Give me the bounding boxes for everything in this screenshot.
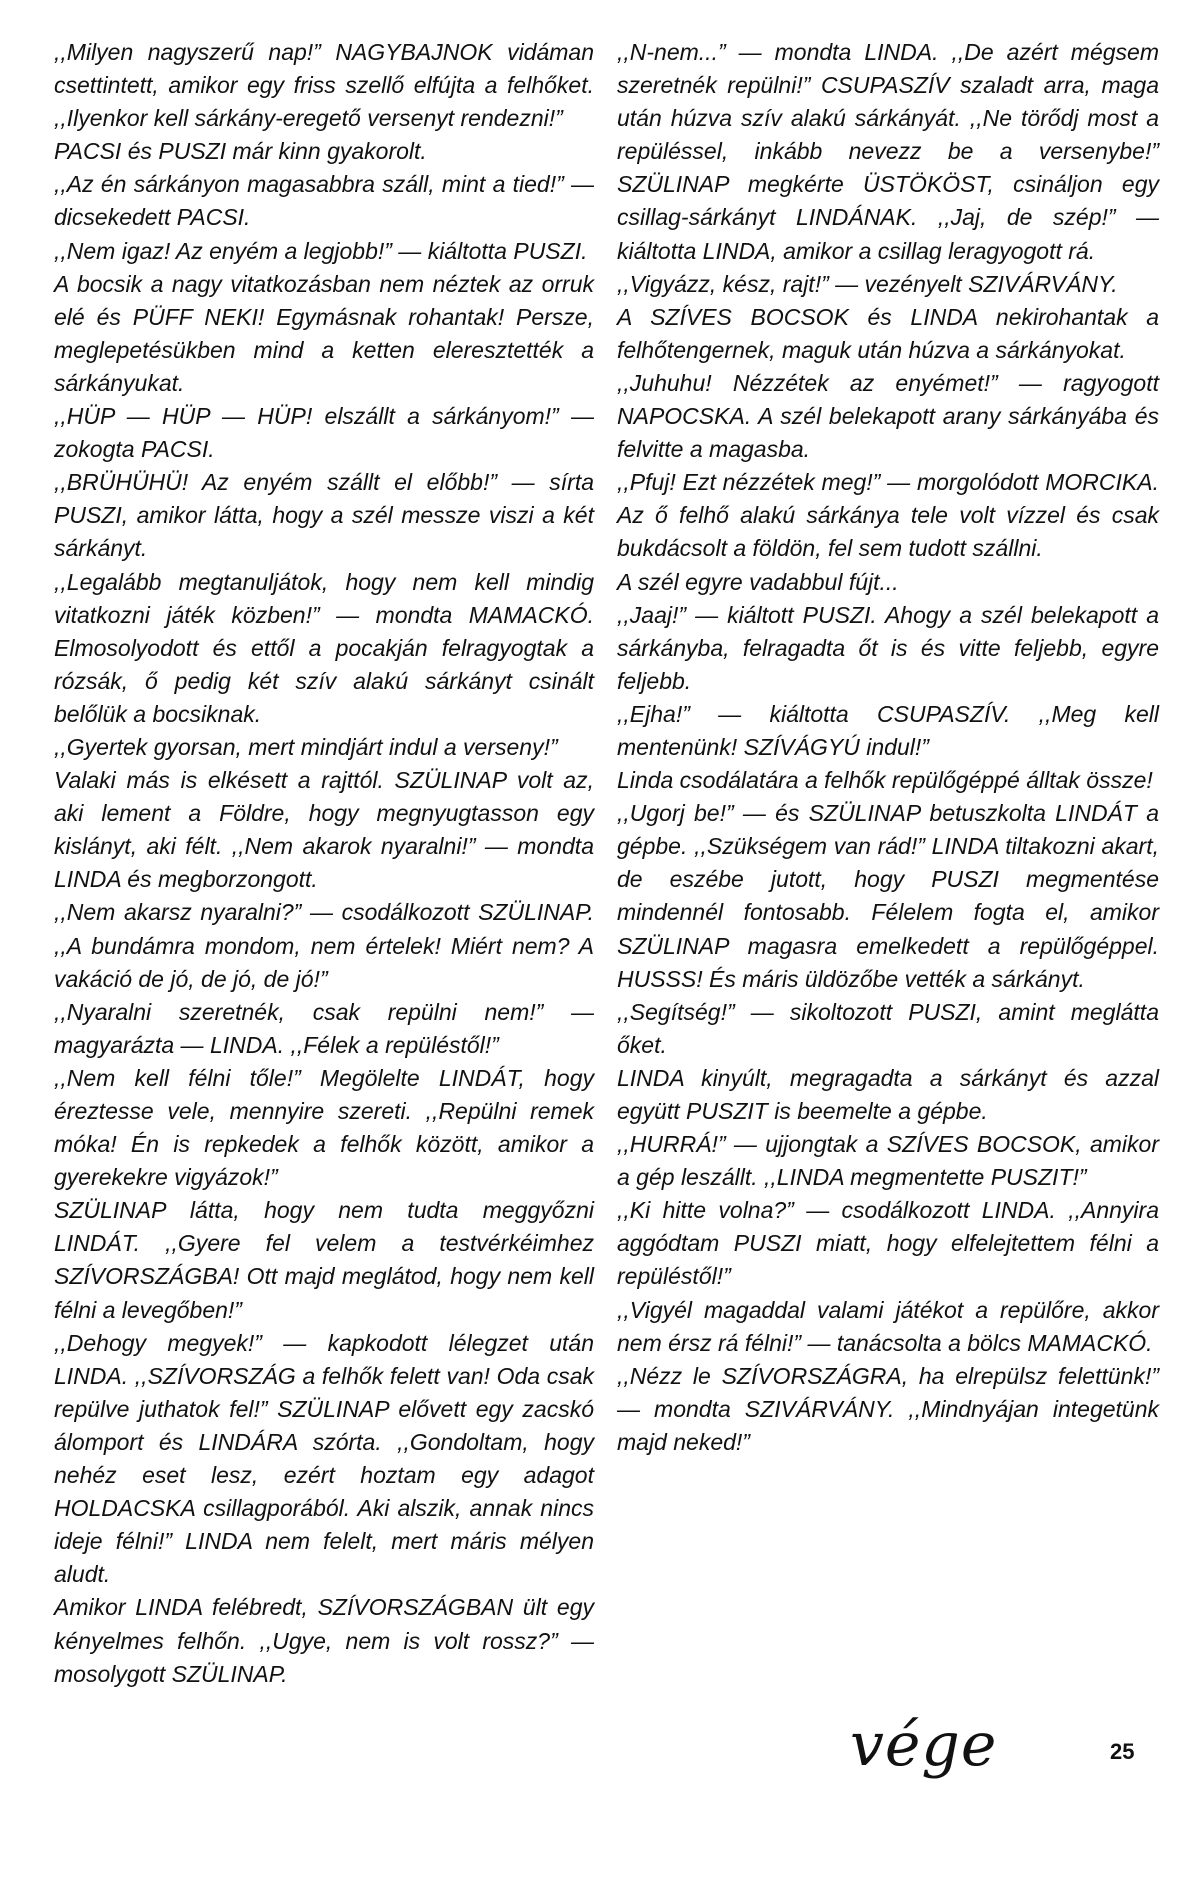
paragraph: ,,Vigyél magaddal valami játékot a repülőre, akkor nem érsz rá félni!” — tanácsolta a bölcs MAMACKÓ. (617, 1296, 1159, 1356)
paragraph: ,,Juhuhu! Nézzétek az enyémet!” — ragyogott NAPOCSKA. A szél belekapott arany sárkányába és felvitte a magasba. (617, 369, 1159, 463)
paragraph: ,,N-nem...” — mondta LINDA. ,,De azért mégsem szeretnék repülni!” CSUPASZÍV szaladt arra, maga után húzva szív alakú sárkányát. ,,Ne törődj most a repüléssel, inkább nevezz be a versenybe!” SZÜLINAP megkérte ÜSTÖKÖST, csináljon egy csillag-sárkányt LINDÁNAK. ,,Jaj, de szép!” — kiáltotta LINDA, amikor a csillag leragyogott rá. (617, 39, 1159, 264)
paragraph: ,,Pfuj! Ezt nézzétek meg!” — morgolódott MORCIKA. Az ő felhő alakú sárkánya tele volt vízzel és csak bukdácsolt a földön, fel sem tudott szállni. (617, 469, 1159, 562)
paragraph: ,,Nem igaz! Az enyém a legjobb!” — kiáltotta PUSZI. (54, 237, 588, 264)
paragraph: ,,Ejha!” — kiáltotta CSUPASZÍV. ,,Meg kell mentenünk! SZÍVÁGYÚ indul!” (617, 700, 1159, 760)
left-text-column (54, 36, 594, 1691)
paragraph: ,,Az én sárkányon magasabbra száll, mint a tied!” — dicsekedett PACSI. (54, 171, 594, 231)
paragraph: LINDA kinyúlt, megragadta a sárkányt és azzal együtt PUSZIT is beemelte a gépbe. (617, 1064, 1159, 1124)
paragraph: ,,Segítség!” — sikoltozott PUSZI, amint meglátta őket. (617, 998, 1159, 1058)
paragraph: Valaki más is elkésett a rajttól. SZÜLINAP volt az, aki lement a Földre, hogy megnyugtasson egy kislányt, aki félt. ,,Nem akarok nyaralni!” — mondta LINDA és megborzongott. (54, 767, 594, 893)
paragraph: ,,Milyen nagyszerű nap!” NAGYBAJNOK vidáman csettintett, amikor egy friss szellő elfújta a felhőket. ,,Ilyenkor kell sárkány-eregető versenyt rendezni!” (54, 39, 594, 132)
paragraph: ,,Nyaralni szeretnék, csak repülni nem!” — magyarázta — LINDA. ,,Félek a repüléstől!” (54, 998, 594, 1058)
paragraph: ,,Gyertek gyorsan, mert mindjárt indul a verseny!” (54, 733, 558, 760)
paragraph: ,,Ugorj be!” — és SZÜLINAP betuszkolta LINDÁT a gépbe. ,,Szükségem van rád!” LINDA tiltakozni akart, de eszébe jutott, hogy PUSZI megmentése mindennél fontosabb. Félelem fogta el, amikor SZÜLINAP magasra emelkedett a repülőgéppel. HUSSS! És máris üldözőbe vették a sárkányt. (617, 800, 1159, 992)
paragraph: SZÜLINAP látta, hogy nem tudta meggyőzni LINDÁT. ,,Gyere fel velem a testvérkéimhez SZÍVORSZÁGBA! Ott majd meglátod, hogy nem kell félni a levegőben!” (54, 1197, 594, 1323)
paragraph: ,,Nem kell félni tőle!” Megölelte LINDÁT, hogy éreztesse vele, mennyire szereti. ,,Repülni remek móka! Én is repkedek a felhők között, amikor a gyerekekre vigyázok!” (54, 1064, 594, 1191)
paragraph: ,,HÜP — HÜP — HÜP! elszállt a sárkányom!” — zokogta PACSI. (54, 403, 594, 463)
paragraph: ,,Nézz le SZÍVORSZÁGRA, ha elrepülsz felettünk!” — mondta SZIVÁRVÁNY. ,,Mindnyájan integetünk majd neked!” (617, 1362, 1159, 1455)
right-text-column (617, 36, 1159, 1459)
paragraph: ,,HURRÁ!” — ujjongtak a SZÍVES BOCSOK, amikor a gép leszállt. ,,LINDA megmentette PUSZIT!” (617, 1131, 1159, 1191)
paragraph: Amikor LINDA felébredt, SZÍVORSZÁGBAN ült egy kényelmes felhőn. ,,Ugye, nem is volt rossz?” — mosolygott SZÜLINAP. (54, 1594, 594, 1687)
paragraph: PACSI és PUSZI már kinn gyakorolt. (54, 138, 427, 165)
paragraph: ,,Jaaj!” — kiáltott PUSZI. Ahogy a szél belekapott a sárkányba, felragadta őt is és vitte feljebb, egyre feljebb. (617, 601, 1159, 694)
closing-word: vége (850, 1710, 998, 1780)
paragraph: Linda csodálatára a felhők repülőgéppé álltak össze! (617, 767, 1153, 794)
page-number: 25 (1110, 1739, 1135, 1764)
paragraph: ,,Legalább megtanuljátok, hogy nem kell mindig vitatkozni játék közben!” — mondta MAMACKÓ. Elmosolyodott és ettől a pocakján felragyogtak a rózsák, ő pedig két szív alakú sárkányt csinált belőlük a bocsiknak. (54, 568, 594, 727)
paragraph: ,,Ki hitte volna?” — csodálkozott LINDA. ,,Annyira aggódtam PUSZI miatt, hogy elfelejtettem félni a repüléstől!” (617, 1197, 1159, 1290)
paragraph: ,,Dehogy megyek!” — kapkodott lélegzet után LINDA. ,,SZÍVORSZÁG a felhők felett van! Oda csak repülve juthatok fel!” SZÜLINAP elővett egy zacskó álomport és LINDÁRA szórta. ,,Gondoltam, hogy nehéz eset lesz, ezért hoztam egy adagot HOLDACSKA csillagporából. Aki alszik, annak nincs ideje félni!” LINDA nem felelt, mert máris mélyen aludt. (54, 1329, 594, 1588)
paragraph: A bocsik a nagy vitatkozásban nem néztek az orruk elé és PÜFF NEKI! Egymásnak rohantak! Persze, meglepetésükben mind a ketten eleresztették a sárkányukat. (54, 270, 594, 396)
paragraph: ,,Nem akarsz nyaralni?” — csodálkozott SZÜLINAP. ,,A bundámra mondom, nem értelek! Miért nem? A vakáció de jó, de jó, de jó!” (54, 899, 594, 992)
paragraph: A SZÍVES BOCSOK és LINDA nekirohantak a felhőtengernek, maguk után húzva a sárkányokat. (617, 303, 1159, 363)
paragraph: A szél egyre vadabbul fújt... (617, 568, 899, 595)
paragraph: ,,Vigyázz, kész, rajt!” — vezényelt SZIVÁRVÁNY. (617, 270, 1118, 297)
paragraph: ,,BRÜHÜHÜ! Az enyém szállt el előbb!” — sírta PUSZI, amikor látta, hogy a szél messze viszi a két sárkányt. (54, 469, 594, 562)
